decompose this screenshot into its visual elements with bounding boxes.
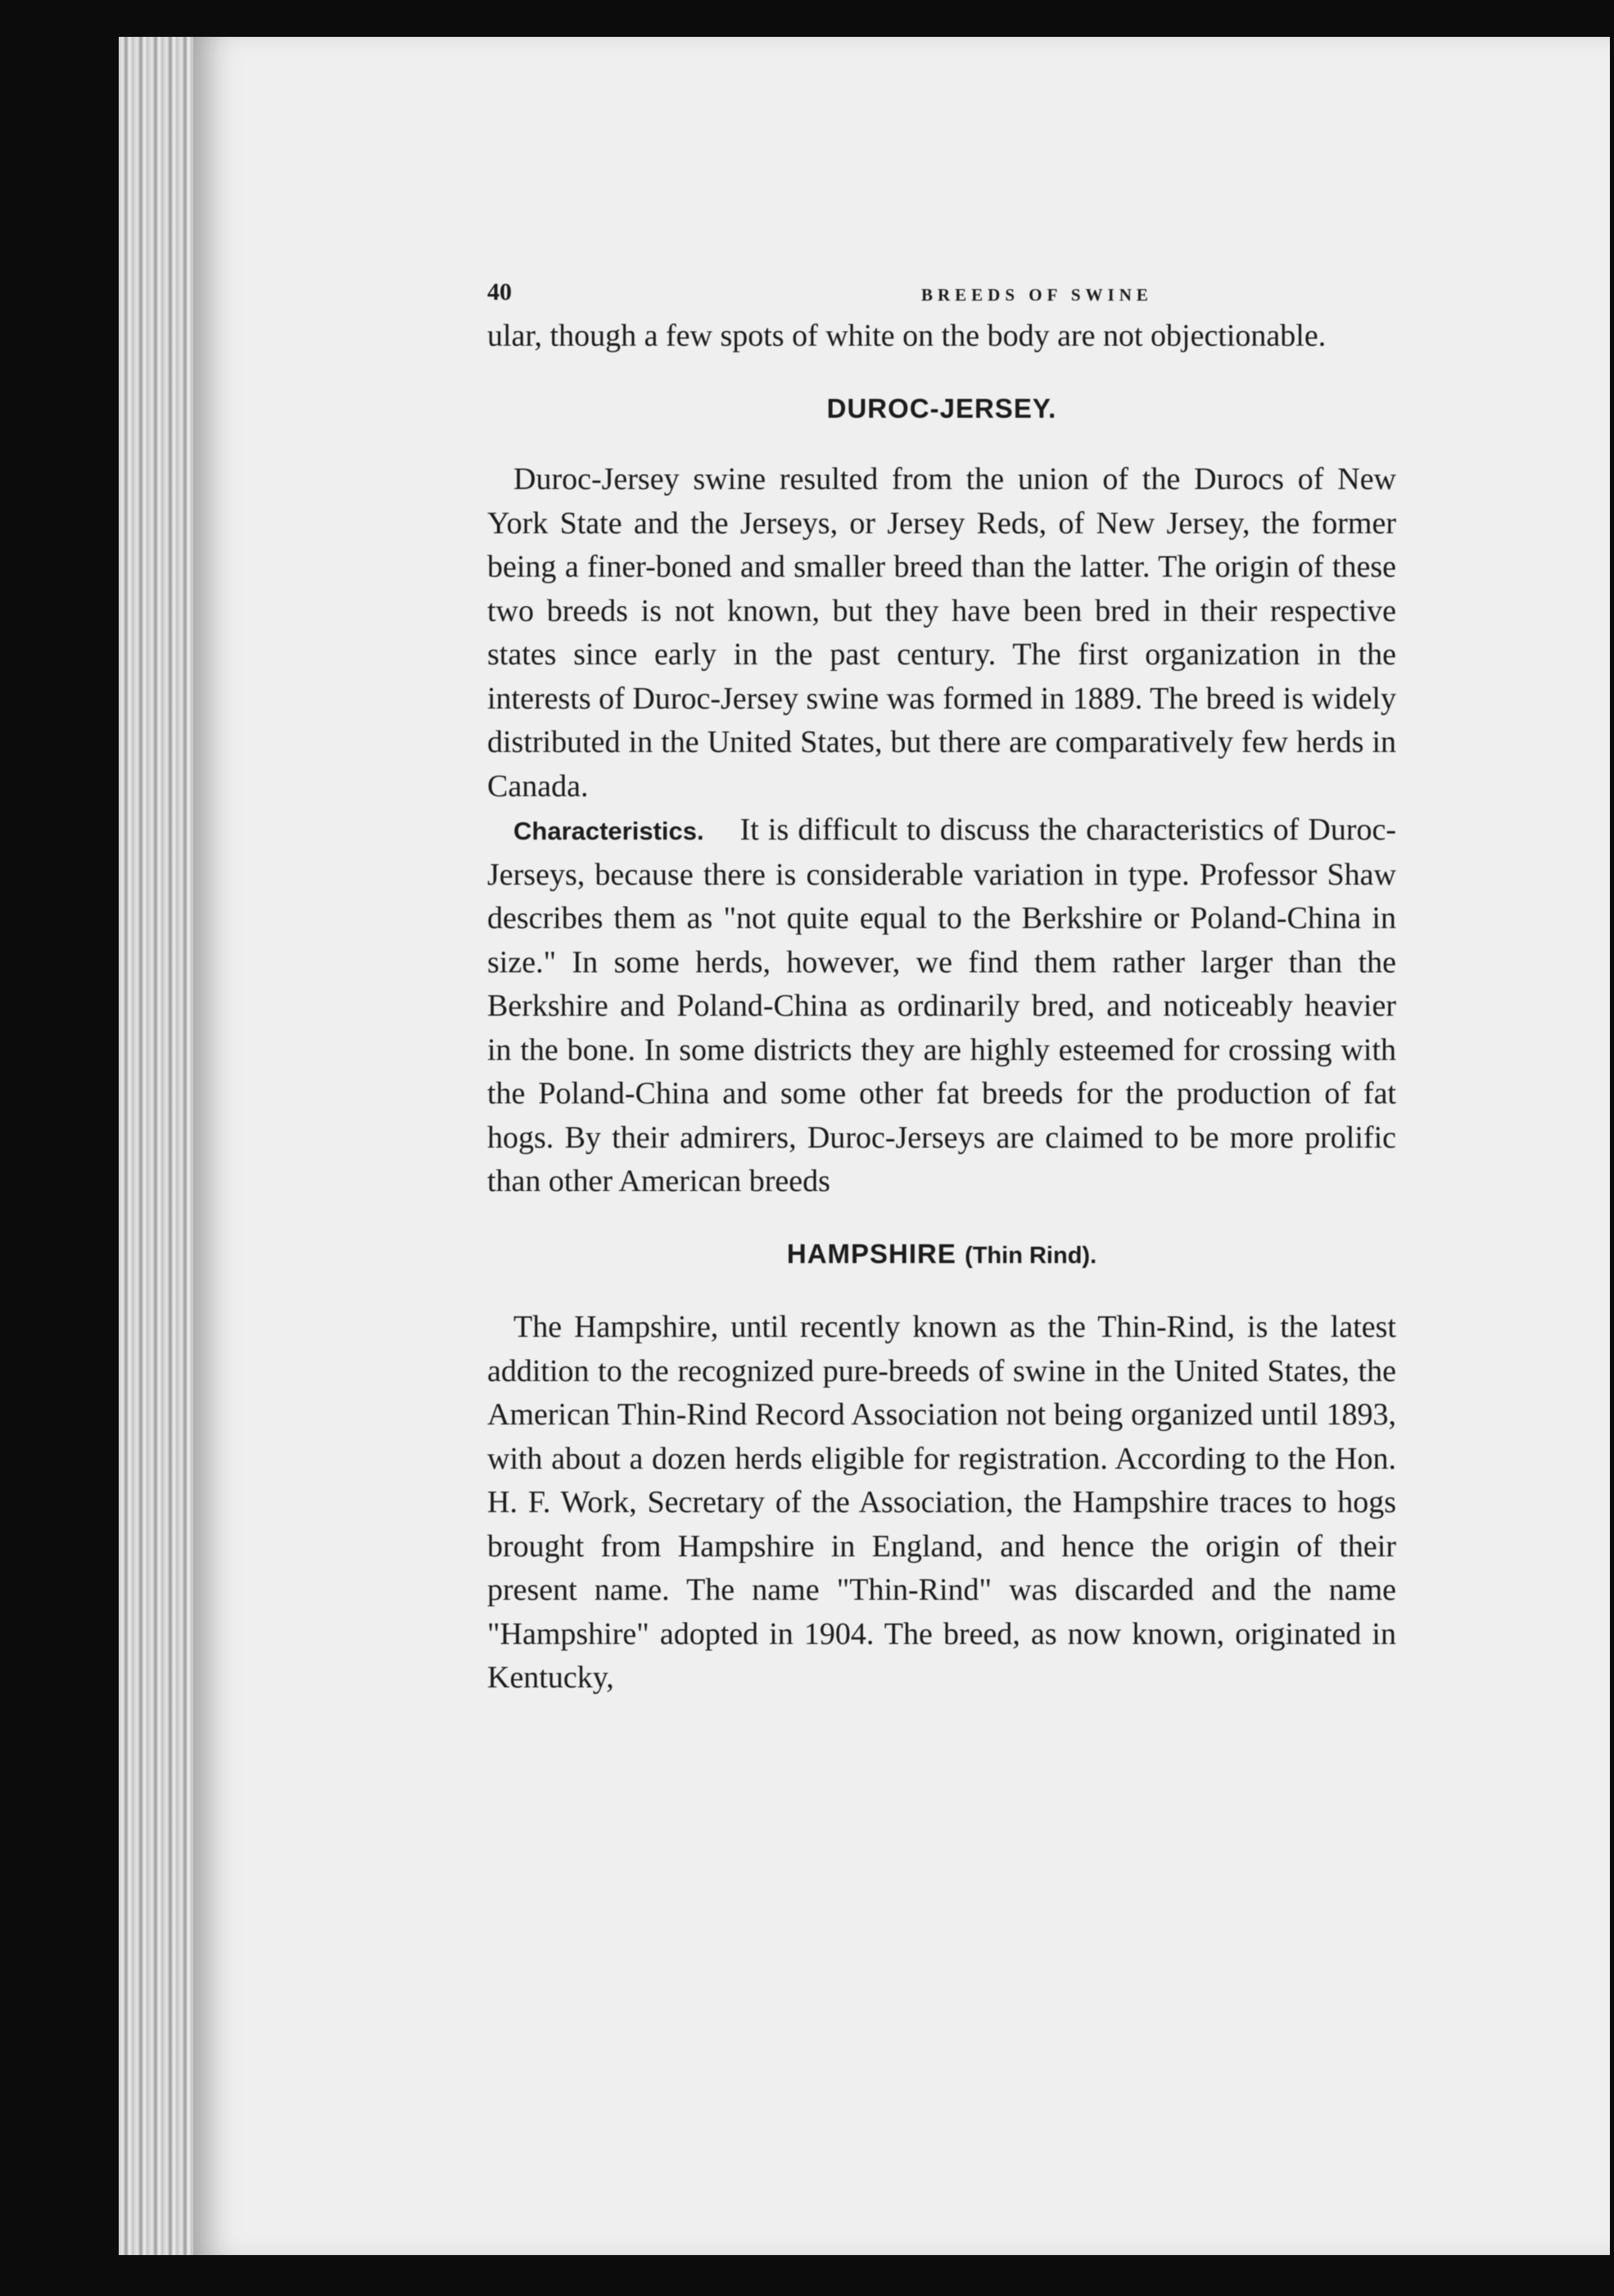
section-heading-hampshire (487, 1232, 1396, 1279)
book-binding-edge (119, 37, 201, 2255)
running-title: BREEDS OF SWINE (921, 285, 1153, 305)
characteristics-lead: Characteristics. (513, 817, 704, 845)
hampshire-paragraph: The Hampshire, until recently known as the Thin-Rind, is the latest addition to the recognized pure-breeds of swine in the United States, the American Thin-Rind Record Association not being organized until 1893, with about a dozen herds eligible for registration. According to the Hon. H. F. Work, Secretary of the Association, the Hampshire traces to hogs brought from Hampshire in England, and hence the origin of their present name. The name "Thin-Rind" was discarded and the name "Hampshire" adopted in 1904. The breed, as now known, originated in Kentucky, (487, 1310, 1396, 1695)
section-heading-duroc-jersey: DUROC-JERSEY. (826, 392, 1057, 423)
hampshire-heading: HAMPSHIRE (786, 1238, 956, 1269)
page-number: 40 (487, 279, 512, 306)
page-text (291, 270, 1404, 1990)
characteristics-text: It is difficult to discuss the characteristics of Duroc-Jerseys, because there is considerable variation in type. Professor Shaw describes them as "not quite equal to the Berkshire or Poland-China in size." In some herds, however, we find them rather larger than the Berkshire and Poland-China as ordinarily bred, and noticeably heavier in the bone. In some districts they are highly esteemed for crossing with the Poland-China and some other fat breeds for the production of fat hogs. By their admirers, Duroc-Jerseys are claimed to be more prolific than other American breeds (487, 813, 1396, 1198)
hampshire-heading-sub: (Thin Rind). (965, 1242, 1097, 1269)
characteristics-paragraph (291, 808, 1396, 1204)
continuation-paragraph: ular, though a few spots of white on the body are not objectionable. (487, 319, 1327, 353)
running-head (291, 270, 1404, 306)
duroc-jersey-paragraph: Duroc-Jersey swine resulted from the union of the Durocs of New York State and the Jerseys, or Jersey Reds, of New Jersey, the former being a finer-boned and smaller breed than the latter. The origin of these two breeds is not known, but they have been bred in their respective states since early in the past century. The first organization in the interests of Duroc-Jersey swine was formed in 1889. The breed is widely distributed in the United States, but there are comparatively few herds in Canada. (487, 462, 1396, 804)
